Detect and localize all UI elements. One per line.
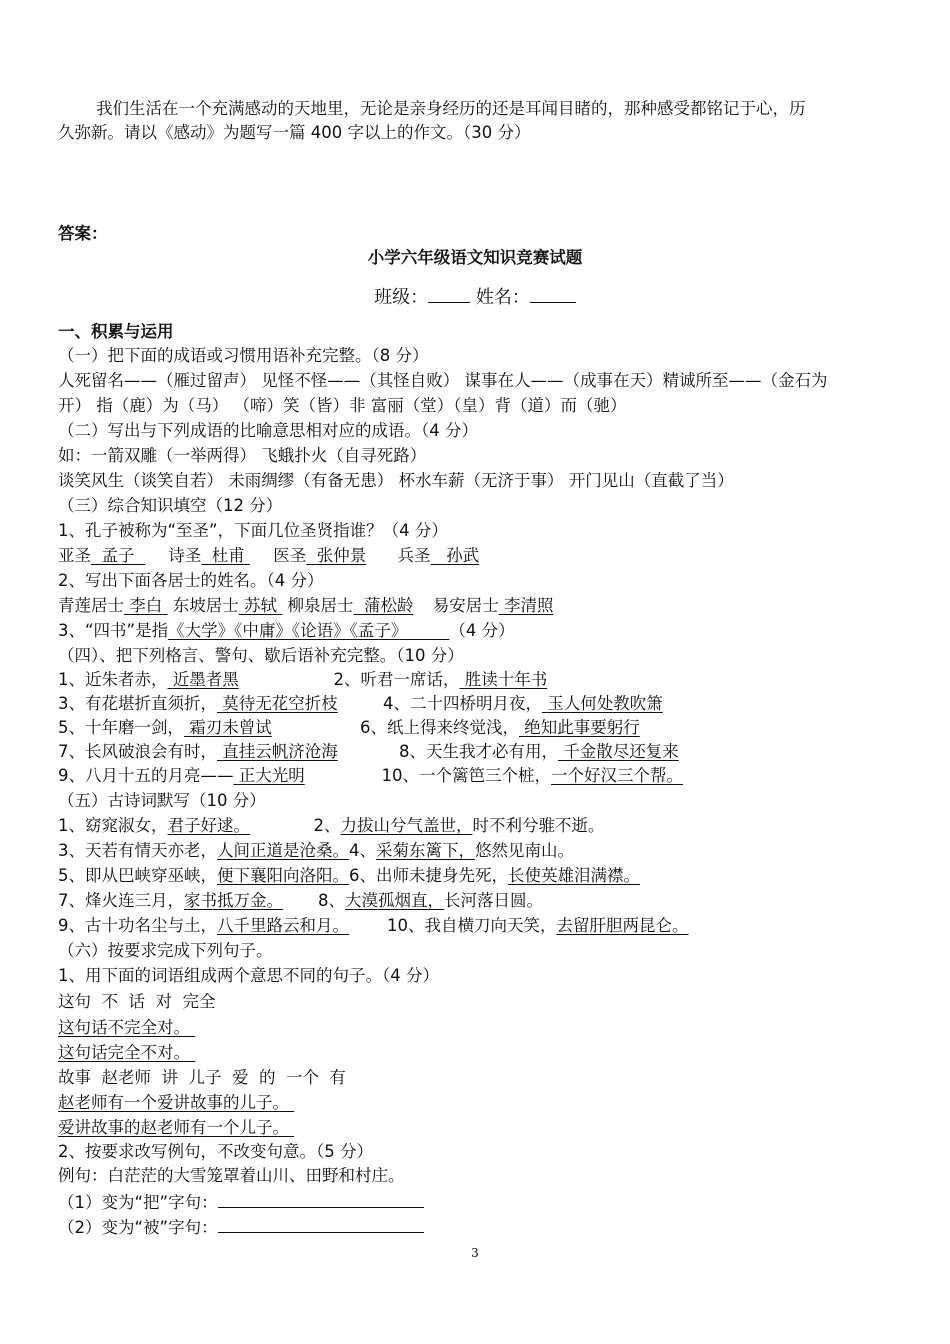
poem-answer: 便下襄阳向洛阳。 — [217, 866, 349, 885]
bei-blank — [218, 1214, 424, 1233]
saints-line — [58, 544, 479, 568]
saint-answer: 张仲景 — [316, 546, 367, 565]
essay-prompt-line1: 我们生活在一个充满感动的天地里，无论是亲身经历的还是耳闻目睹的，那种感受都铭记于心，历 — [96, 99, 806, 118]
name-label: 姓名： — [475, 287, 530, 308]
jushi-line — [58, 594, 554, 618]
example-sentence: 例句：白茫茫的大雪笼罩着山川、田野和村庄。 — [58, 1166, 405, 1185]
poem-answer: 人间正道是沧桑。 — [217, 841, 349, 860]
word-set-2: 故事 赵老师 讲 儿子 爱 的 一个 有 — [58, 1068, 346, 1087]
part1-heading: （一）把下面的成语或习惯用语补充完整。（8 分） — [58, 346, 429, 365]
part6-q2: 2、按要求改写例句，不改变句意。（5 分） — [58, 1142, 373, 1161]
part1-line1: 人死留名——（雁过留声） 见怪不怪——（其怪自败） 谋事在人——（成事在天）精诚所至——（金石为 — [58, 371, 828, 390]
sentence-answer: 爱讲故事的赵老师有一个儿子。 — [58, 1118, 289, 1137]
proverb-line: 1、近朱者赤， 近墨者黑 2、听君一席话， 胜读十年书 — [58, 668, 630, 692]
part2-heading: （二）写出与下列成语的比喻意思相对应的成语。（4 分） — [58, 421, 478, 440]
proverb-line: 7、长风破浪会有时， 直挂云帆济沧海 8、天生我才必有用， 千金散尽还复来 — [58, 740, 816, 764]
proverb-answer: 莫待无花空折枝 — [222, 694, 338, 713]
part4-heading: （四）、把下列格言、警句、歇后语补充完整。（10 分） — [58, 646, 464, 665]
essay-prompt-line2: 久弥新。请以《感动》为题写一篇 400 字以上的作文。（30 分） — [58, 123, 531, 142]
answers-label: 答案： — [58, 224, 108, 243]
jushi-label: 青莲居士 — [58, 596, 124, 615]
section-heading: 一、积累与运用 — [58, 322, 174, 341]
poem-answer: 八千里路云和月。 — [217, 916, 349, 935]
class-label: 班级： — [374, 287, 429, 308]
class-name-line — [0, 284, 950, 310]
proverb-line: 9、八月十五的月亮—— 正大光明 10、一个篱笆三个桩，一个好汉三个帮。 — [58, 764, 683, 788]
proverb-answer: 玉人何处教吹箫 — [547, 694, 663, 713]
four-books-line: 3、“四书”是指《大学》《中庸》《论语》《孟子》 （4 分） — [58, 621, 515, 640]
poem-answer: 家书抵万金。 — [184, 891, 283, 910]
proverb-answer: 直挂云帆济沧海 — [222, 742, 338, 761]
poem-line: 5、即从巴峡穿巫峡，便下襄阳向洛阳。6、出师未捷身先死，长使英雄泪满襟。 — [58, 866, 640, 885]
sentence-answer: 这句话不完全对。 — [58, 1018, 190, 1037]
poem-answer: 君子好逑。 — [167, 816, 250, 835]
proverb-answer: 千金散尽还复来 — [563, 742, 679, 761]
proverb-answer: 正大光明 — [238, 766, 305, 785]
saint-answer: 孙武 — [446, 546, 480, 565]
part5-heading: （五）古诗词默写（10 分） — [58, 791, 266, 810]
class-blank — [428, 284, 470, 303]
saint-label: 医圣 — [273, 546, 307, 565]
bei-sentence-line: （2）变为“被”字句： — [58, 1214, 424, 1240]
saint-label: 亚圣 — [58, 546, 91, 565]
sentence-answer: 赵老师有一个爱讲故事的儿子。 — [58, 1093, 289, 1112]
four-books-answer: 《大学》《中庸》《论语》《孟子》 — [168, 621, 408, 640]
word-set-1: 这句 不 话 对 完全 — [58, 992, 216, 1011]
page-number: 3 — [471, 1246, 479, 1260]
ba-sentence-line: （1）变为“把”字句： — [58, 1189, 424, 1215]
poem-line: 1、窈窕淑女，君子好逑。 2、力拔山兮气盖世，时不利兮骓不逝。 — [58, 814, 605, 838]
poem-line: 3、天若有情天亦老，人间正道是沧桑。4、采菊东篱下，悠然见南山。 — [58, 841, 574, 860]
sentence-answer: 这句话完全不对。 — [58, 1043, 190, 1062]
proverb-line: 5、十年磨一剑， 霜刃未曾试 6、纸上得来终觉浅， 绝知此事要躬行 — [58, 716, 765, 740]
poem-answer: 去留肝胆两昆仑。 — [556, 916, 689, 935]
jushi-answer: 蒲松龄 — [364, 596, 414, 615]
proverb-answer: 一个好汉三个帮。 — [551, 766, 683, 785]
page-title: 小学六年级语文知识竞赛试题 — [367, 248, 583, 267]
part1-line2: 开） 指（鹿）为（马） （啼）笑（皆）非 富丽（堂）（皇）背（道）而（驰） — [58, 396, 627, 415]
proverb-answer: 胜读十年书 — [464, 670, 548, 689]
poem-answer: 力拔山兮气盖世， — [340, 816, 473, 835]
proverb-line: 3、有花堪折直须折， 莫待无花空折枝 4、二十四桥明月夜， 玉人何处教吹箫 — [58, 692, 778, 716]
proverb-answer: 近墨者黑 — [172, 670, 239, 689]
jushi-answer: 李清照 — [504, 596, 554, 615]
part3-q1: 1、孔子被称为“至圣”，下面几位圣贤指谁？（4 分） — [58, 521, 448, 540]
part2-line1: 如：一箭双雕（一举两得） 飞蛾扑火（自寻死路） — [58, 446, 427, 465]
saint-answer: 孟子 — [101, 546, 135, 565]
part3-q2: 2、写出下面各居士的姓名。（4 分） — [58, 571, 324, 590]
jushi-answer: 李白 — [129, 596, 163, 615]
poem-line: 9、古十功名尘与土，八千里路云和月。 10、我自横刀向天笑，去留肝胆两昆仑。 — [58, 914, 689, 938]
name-blank — [530, 284, 576, 303]
proverb-answer: 霜刃未曾试 — [189, 718, 272, 737]
poem-answer: 长使英雄泪满襟。 — [508, 866, 640, 885]
jushi-answer: 苏轼 — [244, 596, 277, 615]
part6-q1: 1、用下面的词语组成两个意思不同的句子。（4 分） — [58, 966, 439, 985]
ba-blank — [218, 1189, 424, 1208]
poem-answer: 大漠孤烟直， — [345, 891, 444, 910]
poem-line: 7、烽火连三月，家书抵万金。 8、大漠孤烟直，长河落日圆。 — [58, 889, 543, 913]
part2-line2: 谈笑风生（谈笑自若） 未雨绸缪（有备无患） 杯水车薪（无济于事） 开门见山（直截了当） — [58, 471, 734, 490]
jushi-label: 东坡居士 — [172, 596, 239, 615]
saint-label: 诗圣 — [168, 546, 202, 565]
saint-answer: 杜甫 — [211, 546, 245, 565]
part6-heading: （六）按要求完成下列句子。 — [58, 941, 273, 960]
saint-label: 兵圣 — [397, 546, 431, 565]
proverb-answer: 绝知此事要躬行 — [524, 718, 640, 737]
poem-answer: 采菊东篱下， — [376, 841, 475, 860]
jushi-label: 易安居士 — [432, 596, 499, 615]
part3-heading: （三）综合知识填空（12 分） — [58, 496, 283, 515]
jushi-label: 柳泉居士 — [287, 596, 354, 615]
